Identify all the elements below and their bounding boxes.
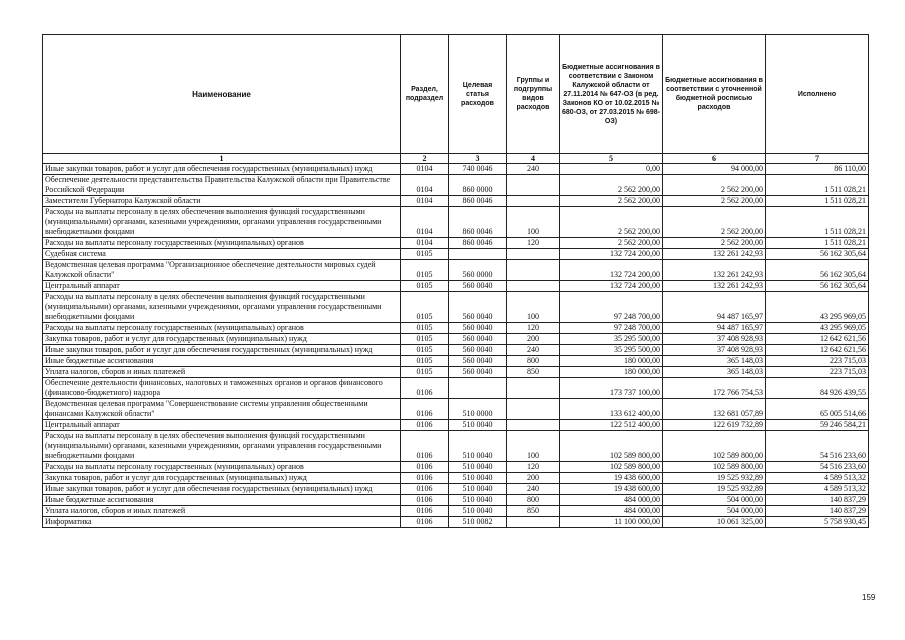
row-budget-refined: 102 589 800,00 [663,431,766,462]
row-name: Центральный аппарат [43,281,401,292]
row-group: 800 [507,356,560,367]
row-section: 0105 [401,345,449,356]
row-section: 0106 [401,495,449,506]
table-row [43,260,869,281]
row-executed: 223 715,03 [766,367,869,378]
row-budget-refined: 132 261 242,93 [663,281,766,292]
table-row [43,506,869,517]
row-executed: 54 516 233,60 [766,462,869,473]
table-row [43,323,869,334]
row-budget-law: 102 589 800,00 [560,431,663,462]
row-section: 0104 [401,175,449,196]
row-budget-law: 2 562 200,00 [560,175,663,196]
header-section: Раздел, подраздел [401,35,449,154]
col-number: 6 [663,154,766,164]
row-executed: 65 005 514,66 [766,399,869,420]
row-name: Иные закупки товаров, работ и услуг для обеспечения государственных (муниципальных) нужд [43,164,401,175]
row-executed: 12 642 621,56 [766,334,869,345]
row-executed: 56 162 305,64 [766,260,869,281]
row-executed: 1 511 028,21 [766,196,869,207]
row-name: Иные закупки товаров, работ и услуг для обеспечения государственных (муниципальных) нужд [43,484,401,495]
row-group: 850 [507,506,560,517]
row-budget-law: 133 612 400,00 [560,399,663,420]
row-target: 740 0046 [449,164,507,175]
row-name: Расходы на выплаты персоналу государственных (муниципальных) органов [43,238,401,249]
row-budget-refined: 504 000,00 [663,506,766,517]
row-target: 560 0040 [449,292,507,323]
row-executed: 56 162 305,64 [766,249,869,260]
row-section: 0106 [401,378,449,399]
row-section: 0105 [401,334,449,345]
row-name: Судебная система [43,249,401,260]
row-section: 0104 [401,196,449,207]
row-section: 0106 [401,420,449,431]
header-executed: Исполнено [766,35,869,154]
row-group: 100 [507,292,560,323]
row-section: 0106 [401,517,449,528]
row-section: 0106 [401,462,449,473]
row-budget-law: 19 438 600,00 [560,484,663,495]
row-executed: 84 926 439,55 [766,378,869,399]
row-budget-refined: 132 261 242,93 [663,249,766,260]
table-row [43,345,869,356]
col-number: 4 [507,154,560,164]
table-row [43,196,869,207]
row-budget-refined: 19 525 932,89 [663,473,766,484]
row-target: 510 0040 [449,495,507,506]
col-number: 5 [560,154,663,164]
header-name: Наименование [43,35,401,154]
header-target: Целевая статья расходов [449,35,507,154]
row-budget-refined: 365 148,03 [663,367,766,378]
table-row [43,175,869,196]
row-name: Расходы на выплаты персоналу в целях обеспечения выполнения функций государственными (муниципальными) органами, казенными учреждениями, органами управления государственными внебюджетными фондами [43,431,401,462]
row-budget-law: 0,00 [560,164,663,175]
row-executed: 223 715,03 [766,356,869,367]
row-budget-refined: 10 061 325,00 [663,517,766,528]
row-group: 850 [507,367,560,378]
row-budget-refined: 94 487 165,97 [663,323,766,334]
row-target: 510 0040 [449,431,507,462]
table-row [43,473,869,484]
row-budget-refined: 122 619 732,89 [663,420,766,431]
table-row [43,420,869,431]
header-row [43,35,869,154]
row-executed: 43 295 969,05 [766,323,869,334]
table-row [43,164,869,175]
row-executed: 140 837,29 [766,495,869,506]
row-budget-refined: 94 487 165,97 [663,292,766,323]
table-row [43,249,869,260]
row-target: 510 0040 [449,506,507,517]
row-group: 120 [507,323,560,334]
row-target [449,378,507,399]
column-numbers-row [43,154,869,164]
row-section: 0105 [401,367,449,378]
row-name: Расходы на выплаты персоналу государственных (муниципальных) органов [43,323,401,334]
row-target: 560 0040 [449,367,507,378]
row-section: 0106 [401,399,449,420]
row-target: 560 0040 [449,281,507,292]
row-section: 0105 [401,249,449,260]
row-section: 0104 [401,238,449,249]
row-target: 860 0046 [449,196,507,207]
row-name: Заместители Губернатора Калужской области [43,196,401,207]
row-executed: 4 589 513,32 [766,473,869,484]
table-row [43,356,869,367]
row-section: 0106 [401,431,449,462]
row-target: 560 0000 [449,260,507,281]
row-name: Иные бюджетные ассигнования [43,495,401,506]
row-executed: 1 511 028,21 [766,207,869,238]
row-section: 0105 [401,292,449,323]
row-group: 240 [507,164,560,175]
row-group: 200 [507,473,560,484]
row-target: 560 0040 [449,323,507,334]
row-section: 0105 [401,323,449,334]
row-budget-refined: 132 261 242,93 [663,260,766,281]
table-row [43,431,869,462]
row-section: 0104 [401,207,449,238]
row-target: 560 0040 [449,345,507,356]
row-executed: 1 511 028,21 [766,238,869,249]
row-executed: 86 110,00 [766,164,869,175]
row-group: 800 [507,495,560,506]
row-name: Центральный аппарат [43,420,401,431]
row-target: 510 0000 [449,399,507,420]
row-section: 0106 [401,484,449,495]
table-row [43,207,869,238]
row-budget-law: 97 248 700,00 [560,292,663,323]
row-target: 510 0040 [449,473,507,484]
row-name: Расходы на выплаты персоналу в целях обеспечения выполнения функций государственными (муниципальными) органами, казенными учреждениями, органами управления государственными внебюджетными фондами [43,207,401,238]
row-target: 860 0046 [449,207,507,238]
row-budget-refined: 504 000,00 [663,495,766,506]
row-budget-refined: 37 408 928,93 [663,334,766,345]
col-number: 7 [766,154,869,164]
table-row [43,334,869,345]
row-budget-refined: 365 148,03 [663,356,766,367]
row-name: Ведомственная целевая программа "Организационное обеспечение деятельности мировых судей Калужской области" [43,260,401,281]
row-target: 510 0082 [449,517,507,528]
row-group [507,378,560,399]
row-budget-law: 180 000,00 [560,356,663,367]
row-name: Расходы на выплаты персоналу в целях обеспечения выполнения функций государственными (муниципальными) органами, казенными учреждениями, органами управления государственными внебюджетными фондами [43,292,401,323]
row-budget-law: 102 589 800,00 [560,462,663,473]
row-section: 0105 [401,356,449,367]
row-executed: 1 511 028,21 [766,175,869,196]
row-group [507,399,560,420]
row-group [507,420,560,431]
row-name: Закупка товаров, работ и услуг для государственных (муниципальных) нужд [43,473,401,484]
header-groups: Группы и подгруппы видов расходов [507,35,560,154]
row-group [507,517,560,528]
row-group: 200 [507,334,560,345]
row-target: 560 0040 [449,356,507,367]
row-executed: 12 642 621,56 [766,345,869,356]
row-section: 0104 [401,164,449,175]
row-executed: 59 246 584,21 [766,420,869,431]
row-group [507,260,560,281]
row-group [507,175,560,196]
row-budget-refined: 2 562 200,00 [663,196,766,207]
row-target: 860 0046 [449,238,507,249]
col-number: 2 [401,154,449,164]
row-executed: 56 162 305,64 [766,281,869,292]
row-budget-refined: 172 766 754,53 [663,378,766,399]
row-executed: 5 758 930,45 [766,517,869,528]
row-executed: 4 589 513,32 [766,484,869,495]
row-group: 240 [507,484,560,495]
row-group: 120 [507,238,560,249]
row-name: Иные бюджетные ассигнования [43,356,401,367]
row-name: Информатика [43,517,401,528]
row-budget-refined: 102 589 800,00 [663,462,766,473]
row-budget-law: 132 724 200,00 [560,249,663,260]
row-name: Обеспечение деятельности финансовых, налоговых и таможенных органов и органов финансового (финансово-бюджетного) надзора [43,378,401,399]
row-budget-refined: 2 562 200,00 [663,207,766,238]
row-name: Обеспечение деятельности представительства Правительства Калужской области при Правительстве Российской Федерации [43,175,401,196]
row-section: 0106 [401,473,449,484]
row-group [507,281,560,292]
row-target: 560 0040 [449,334,507,345]
row-budget-refined: 2 562 200,00 [663,175,766,196]
row-budget-law: 11 100 000,00 [560,517,663,528]
row-section: 0106 [401,506,449,517]
row-executed: 43 295 969,05 [766,292,869,323]
row-executed: 140 837,29 [766,506,869,517]
row-group [507,196,560,207]
row-budget-law: 2 562 200,00 [560,207,663,238]
table-row [43,292,869,323]
row-budget-law: 484 000,00 [560,495,663,506]
row-budget-law: 35 295 500,00 [560,345,663,356]
table-row [43,495,869,506]
row-budget-law: 35 295 500,00 [560,334,663,345]
row-section: 0105 [401,281,449,292]
row-budget-law: 132 724 200,00 [560,281,663,292]
row-budget-refined: 19 525 932,89 [663,484,766,495]
row-group [507,249,560,260]
row-name: Уплата налогов, сборов и иных платежей [43,367,401,378]
row-target: 860 0000 [449,175,507,196]
row-group: 100 [507,207,560,238]
table-row [43,484,869,495]
row-name: Уплата налогов, сборов и иных платежей [43,506,401,517]
table-row [43,367,869,378]
row-name: Ведомственная целевая программа "Совершенствование системы управления общественными финансами Калужской области" [43,399,401,420]
budget-table [42,34,869,528]
row-name: Закупка товаров, работ и услуг для государственных (муниципальных) нужд [43,334,401,345]
row-budget-refined: 132 681 057,89 [663,399,766,420]
header-budget-refined: Бюджетные ассигнования в соответствии с уточненной бюджетной росписью расходов [663,35,766,154]
row-budget-refined: 2 562 200,00 [663,238,766,249]
row-budget-law: 173 737 100,00 [560,378,663,399]
row-budget-law: 180 000,00 [560,367,663,378]
row-budget-law: 484 000,00 [560,506,663,517]
table-row [43,462,869,473]
row-budget-law: 97 248 700,00 [560,323,663,334]
row-budget-law: 19 438 600,00 [560,473,663,484]
row-name: Расходы на выплаты персоналу государственных (муниципальных) органов [43,462,401,473]
row-group: 100 [507,431,560,462]
row-budget-refined: 37 408 928,93 [663,345,766,356]
table-row [43,238,869,249]
table-row [43,281,869,292]
row-budget-law: 132 724 200,00 [560,260,663,281]
col-number: 3 [449,154,507,164]
row-target [449,249,507,260]
row-budget-law: 2 562 200,00 [560,196,663,207]
header-budget-law: Бюджетные ассигнования в соответствии с Законом Калужской области от 27.11.2014 № 647-ОЗ (в ред. Законов КО от 10.02.2015 № 680-ОЗ, от 27.03.2015 № 698-ОЗ) [560,35,663,154]
table-row [43,378,869,399]
row-executed: 54 516 233,60 [766,431,869,462]
row-name: Иные закупки товаров, работ и услуг для обеспечения государственных (муниципальных) нужд [43,345,401,356]
page-number: 159 [862,593,876,602]
row-budget-law: 122 512 400,00 [560,420,663,431]
table-row [43,399,869,420]
row-section: 0105 [401,260,449,281]
row-budget-refined: 94 000,00 [663,164,766,175]
row-group: 240 [507,345,560,356]
row-target: 510 0040 [449,420,507,431]
table-row [43,517,869,528]
row-budget-law: 2 562 200,00 [560,238,663,249]
row-target: 510 0040 [449,484,507,495]
row-group: 120 [507,462,560,473]
row-target: 510 0040 [449,462,507,473]
col-number: 1 [43,154,401,164]
